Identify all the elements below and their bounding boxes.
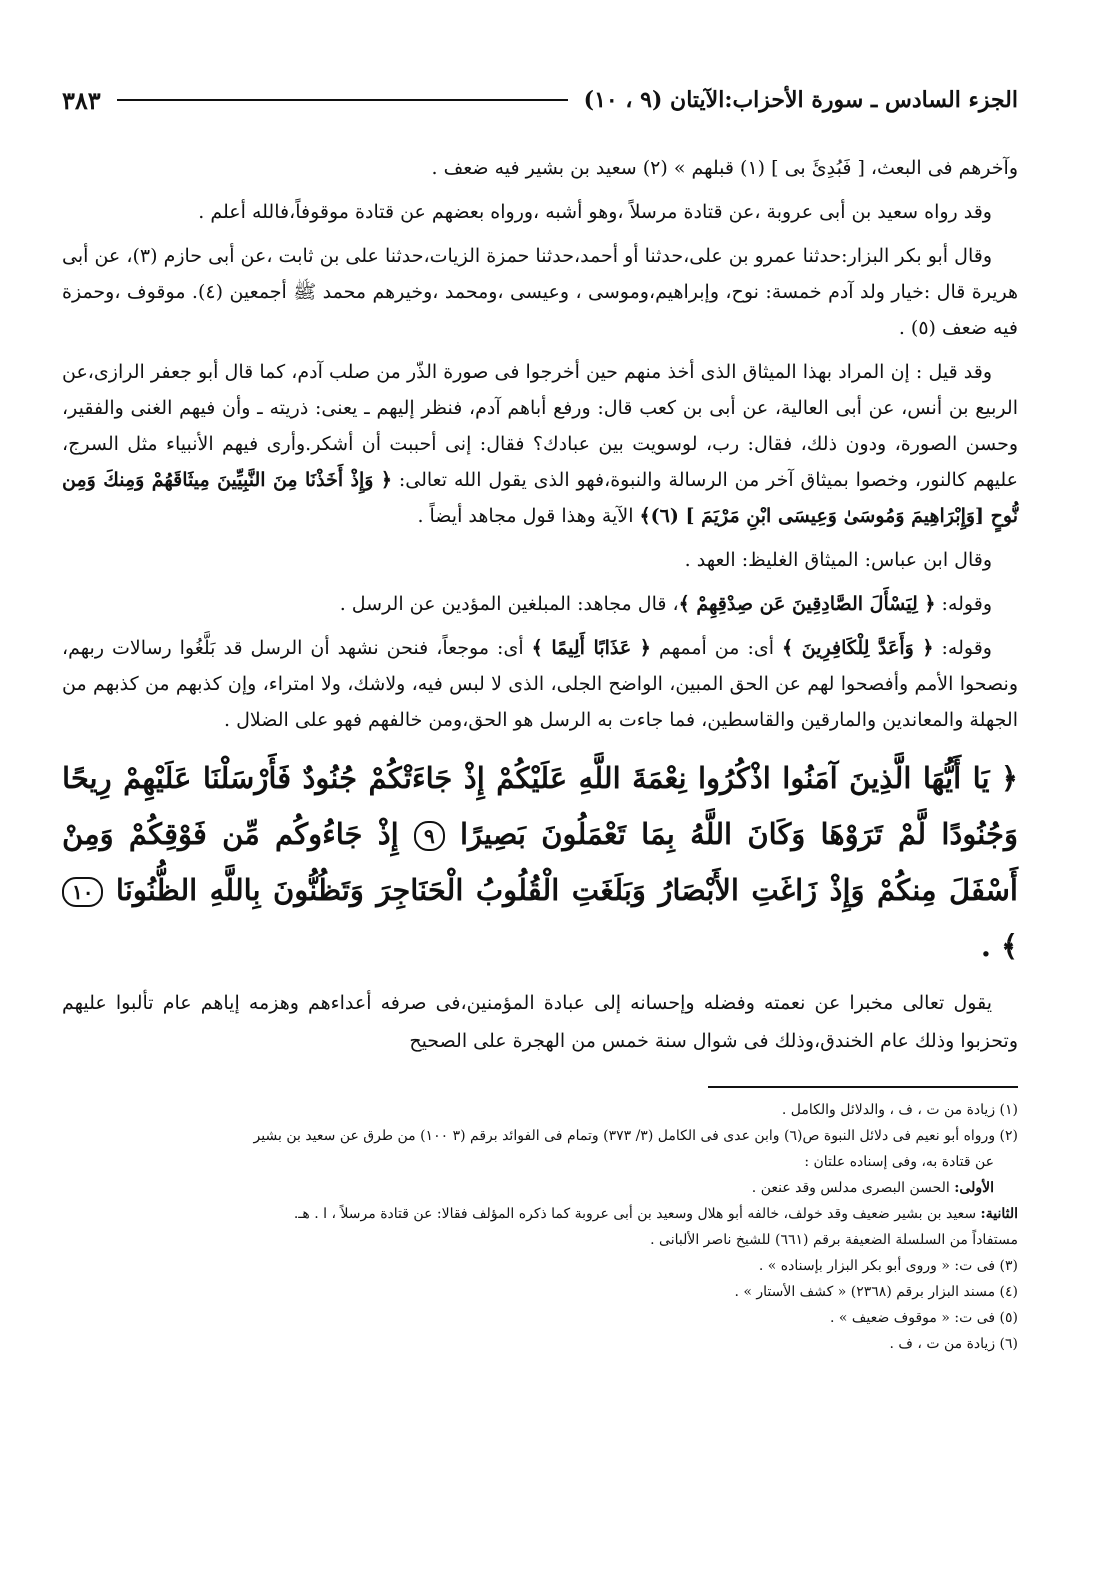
paragraph-text: وقوله:: [941, 593, 992, 615]
footnotes: [62, 1098, 1018, 1356]
footnote-text: سعيد بن بشير ضعيف وقد خولف، خالفه أبو هلال وسعيد بن أبى عروبة كما ذكره المؤلف فقالا: عن قتادة مرسلاً ، ا . هـ.: [293, 1206, 977, 1222]
quran-quote: ﴿ وَإِذْ أَخَذْنَا مِنَ النَّبِيِّينَ مِيثَاقَهُمْ وَمِنكَ وَمِن نُّوحٍ [وَإِبْرَاهِيمَ وَمُوسَىٰ وَعِيسَى ابْنِ مَرْيَمَ ] (٦)﴾: [62, 469, 1018, 527]
paragraph-text: أى: موجعاً، فنحن نشهد أن الرسل قد بَلَّغُوا رسالات ربهم، ونصحوا الأمم وأفصحوا لهم عن الحق المبين، الواضح الجلى، الذى لا لبس فيه، ولاشك، ولا امتراء، وإن كذبهم من كذبهم من الجهلة والمعاندين والمارقين والقاسطين، فما جاءت به الرسل هو الحق،ومن خالفهم فهو على الضلال .: [62, 637, 1018, 731]
mithaq-paragraph: [62, 354, 1018, 534]
footnote-continuation: مستفاداً من السلسلة الضعيفة برقم (٦٦١) للشيخ ناصر الألبانى .: [650, 1232, 1018, 1248]
kafirin-paragraph: [62, 630, 1018, 738]
verse-text: ﴿ يَا أَيُّهَا الَّذِينَ آمَنُوا اذْكُرُوا نِعْمَةَ اللَّهِ عَلَيْكُمْ إِذْ جَاءَتْكُمْ جُنُودٌ فَأَرْسَلْنَا عَلَيْهِمْ رِيحًا وَجُنُودًا لَّمْ تَرَوْهَا وَكَانَ اللَّهُ بِمَا تَعْمَلُونَ بَصِيرًا: [62, 761, 1018, 851]
running-header: [62, 80, 1018, 120]
footnote-divider: [708, 1086, 1018, 1088]
main-text: [62, 150, 1018, 738]
paragraph-text: ، قال مجاهد: المبلغين المؤدين عن الرسل .: [339, 593, 679, 615]
page-number: ٣٨٣: [62, 85, 101, 115]
footnote: (٥) فى ت: « موقوف ضعيف » .: [830, 1310, 1018, 1326]
footnote: (٦) زيادة من ت ، ف .: [889, 1336, 1018, 1352]
verse-end: ﴾ .: [980, 929, 1018, 963]
paragraph-text: الآية وهذا قول مجاهد أيضاً .: [417, 505, 634, 527]
quran-verses: [62, 750, 1018, 974]
paragraph-text: أى: من أممهم: [658, 637, 775, 659]
quran-quote: ﴿ وَأَعَدَّ لِلْكَافِرِينَ ﴾: [782, 637, 934, 659]
quran-quote: ﴿ لِيَسْأَلَ الصَّادِقِينَ عَن صِدْقِهِمْ ﴾: [678, 593, 936, 615]
footnote-continuation: [62, 1202, 1018, 1226]
verse-text: إِذْ جَاءُوكُم مِّن فَوْقِكُمْ وَمِنْ أَسْفَلَ مِنكُمْ وَإِذْ زَاغَتِ الأَبْصَارُ وَبَلَغَتِ الْقُلُوبُ الْحَنَاجِرَ وَتَظُنُّونَ بِاللَّهِ الظُّنُونَا: [62, 817, 1018, 907]
header-rule: [117, 99, 568, 101]
paragraph: وقال أبو بكر البزار:حدثنا عمرو بن على،حدثنا أو أحمد،حدثنا حمزة الزيات،حدثنا على بن ثابت ،عن أبى حازم (٣)، عن أبى هريرة قال :خيار ولد آدم خمسة: نوح، وإبراهيم،وموسى ، وعيسى ،ومحمد ،وخيرهم محمد ﷺ أجمعين (٤). موقوف ،وحمزة فيه ضعف (٥) .: [62, 245, 1019, 339]
footnote: (١) زيادة من ت ، ف ، والدلائل والكامل .: [781, 1102, 1018, 1118]
footnote: (٤) مسند البزار برقم (٢٣٦٨) « كشف الأستار » .: [734, 1284, 1018, 1300]
paragraph: وآخرهم فى البعث، [ فَبُدِئَ بى ] (١) قبلهم » (٢) سعيد بن بشير فيه ضعف .: [431, 157, 1018, 179]
paragraph-text: وقوله:: [941, 637, 992, 659]
ayah-number-marker: ١٠: [62, 877, 103, 907]
footnote-label: الأولى:: [954, 1180, 994, 1196]
sadiqin-paragraph: [62, 586, 1018, 622]
ayah-number-marker: ٩: [414, 821, 445, 851]
tafsir-paragraph: يقول تعالى مخبرا عن نعمته وفضله وإحسانه إلى عبادة المؤمنين،فى صرفه أعداءهم وهزمه إياهم عام تألبوا عليهم وتحزبوا وذلك عام الخندق،وذلك فى شوال سنة خمس من الهجرة على الصحيح: [62, 992, 1018, 1052]
header-title: الجزء السادس ـ سورة الأحزاب:الآيتان (٩ ، ١٠): [583, 87, 1018, 113]
footnote-label: الثانية:: [980, 1206, 1018, 1222]
footnote: (٢) ورواه أبو نعيم فى دلائل النبوة ص(٦) وابن عدى فى الكامل (٣/ ٣٧٣) وتمام فى الفوائد برقم (٣ ١٠٠) من طرق عن سعيد بن بشير: [253, 1128, 1018, 1144]
footnote-continuation: عن قتادة به، وفى إسناده علتان :: [804, 1154, 994, 1170]
footnote-text: الحسن البصرى مدلس وقد عنعن .: [751, 1180, 950, 1196]
paragraph: وقال ابن عباس: الميثاق الغليظ: العهد .: [684, 549, 992, 571]
paragraph-text: وقد قيل : إن المراد بهذا الميثاق الذى أخذ منهم حين أخرجوا فى صورة الذّر من صلب آدم، كما قال أبو جعفر الرازى،عن الربيع بن أنس، عن أبى العالية، عن أبى بن كعب قال: ورفع أباهم آدم، فنظر إليهم ـ يعنى: ذريته ـ وأن فيهم الغنى والفقير، وحسن الصورة، ودون ذلك، فقال: رب، لوسويت بين عبادك؟ فقال: إنى أحببت أن أشكر.وأرى فيهم الأنبياء مثل السرج، عليهم كالنور، وخصوا بميثاق آخر من الرسالة والنبوة،فهو الذى يقول الله تعالى:: [62, 361, 1018, 491]
paragraph: وقد رواه سعيد بن أبى عروبة ،عن قتادة مرسلاً ،وهو أشبه ،ورواه بعضهم عن قتادة موقوفاً،فالله أعلم .: [198, 201, 992, 223]
quran-quote: ﴿ عَذَابًا أَلِيمًا ﴾: [531, 637, 651, 659]
book-page: [62, 80, 1018, 1358]
footnote: (٣) فى ت: « وروى أبو بكر البزار بإسناده » .: [758, 1258, 1018, 1274]
footnote-continuation: [62, 1176, 1018, 1200]
